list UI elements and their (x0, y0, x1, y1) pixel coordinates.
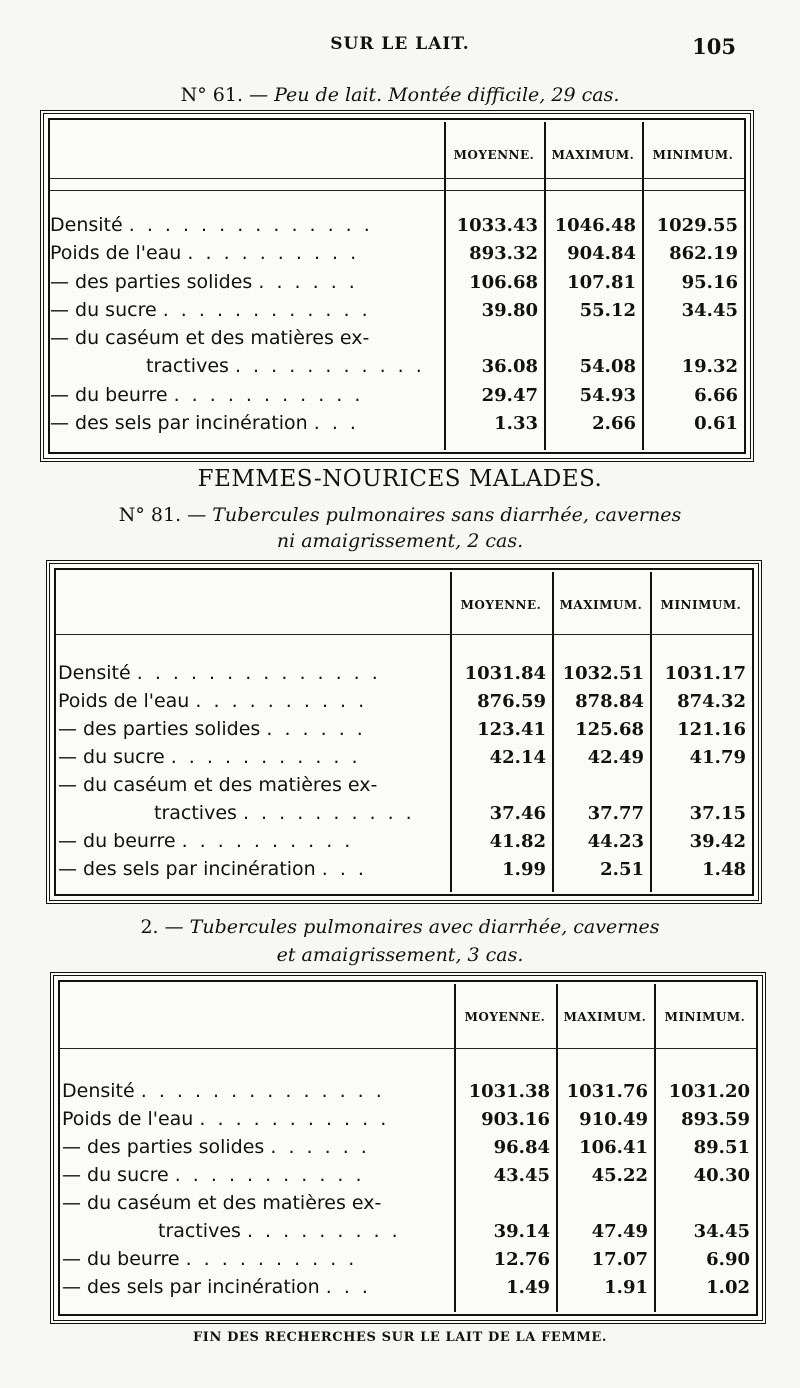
leader-dots: . . . . . . . . . . (187, 242, 360, 264)
leader-dots: . . . . . . . . . . . (234, 355, 425, 377)
table-caption (0, 84, 800, 106)
table-cell: 55.12 (579, 300, 636, 321)
table-cell: 125.68 (575, 719, 644, 740)
row-label (50, 299, 371, 321)
table-cell: 89.51 (693, 1137, 750, 1158)
running-head (0, 34, 800, 62)
table-caption (0, 916, 800, 938)
row-label (58, 830, 353, 852)
row-label-text: tractives (146, 355, 229, 377)
header-rule (50, 190, 744, 191)
leader-dots: . . . . . . (258, 271, 358, 293)
column-header: MAXIMUM. (559, 598, 643, 612)
table-cell: 1031.84 (464, 663, 546, 684)
leader-dots: . . . . . . . . . . . (174, 1164, 365, 1186)
leader-dots: . . . . . . . . . (246, 1220, 401, 1242)
row-label (50, 384, 363, 406)
table-cell: 34.45 (693, 1221, 750, 1242)
leader-dots: . . . (321, 858, 367, 880)
table-cell: 107.81 (567, 272, 636, 293)
column-header: MAXIMUM. (551, 148, 635, 162)
row-label (50, 214, 373, 236)
row-label (50, 412, 359, 434)
column-header: MAXIMUM. (563, 1010, 647, 1024)
caption-text: — Tubercules pulmonaires avec diarrhée, cavernes (164, 916, 660, 938)
row-label-text: — du caséum et des matières ex- (50, 327, 370, 349)
table-cell: 42.14 (489, 747, 546, 768)
leader-dots: . . . (313, 412, 359, 434)
leader-dots: . . . . . . . . . . . (173, 384, 364, 406)
section-heading: FEMMES-NOURICES MALADES. (197, 466, 603, 492)
table-cell: 37.15 (689, 803, 746, 824)
row-label-text: — des parties solides (58, 718, 261, 740)
caption-number: N° 61. (180, 84, 244, 106)
row-label (58, 746, 361, 768)
row-label (62, 1276, 371, 1298)
column-header: MOYENNE. (460, 598, 542, 612)
table-cell: 862.19 (669, 243, 738, 264)
row-label-text: Densité (58, 662, 131, 684)
row-label (58, 662, 381, 684)
header-rule (60, 1048, 756, 1049)
table-cell: 44.23 (587, 831, 644, 852)
table-cell: 39.42 (689, 831, 746, 852)
leader-dots: . . . . . . . . . . (181, 830, 354, 852)
table-cell: 1.48 (702, 859, 746, 880)
leader-dots: . . . . . . (266, 718, 366, 740)
row-label (58, 690, 367, 712)
row-label-text: — des sels par incinération (62, 1276, 320, 1298)
table-cell: 1.49 (506, 1277, 550, 1298)
leader-dots: . . . . . . . . . . (242, 802, 415, 824)
row-label-text: — du sucre (58, 746, 165, 768)
table-cell: 893.59 (681, 1109, 750, 1130)
table-cell: 1.02 (706, 1277, 750, 1298)
leader-dots: . . . . . . . . . . . (199, 1108, 390, 1130)
caption-text: — Tubercules pulmonaires sans diarrhée, cavernes (187, 504, 682, 526)
table-cell: 106.68 (469, 272, 538, 293)
table-cell: 121.16 (677, 719, 746, 740)
table-cell: 874.32 (677, 691, 746, 712)
row-label-text: — des parties solides (50, 271, 253, 293)
column-header: MOYENNE. (464, 1010, 546, 1024)
table-cell: 47.49 (591, 1221, 648, 1242)
row-label (146, 355, 425, 377)
row-label-text: — du beurre (58, 830, 176, 852)
row-label-text: — du sucre (62, 1164, 169, 1186)
column-header: MINIMUM. (664, 1010, 746, 1024)
caption-number: 2. (140, 916, 159, 938)
table-caption (0, 504, 800, 526)
table-cell: 1.99 (502, 859, 546, 880)
table-cell: 0.61 (694, 413, 738, 434)
row-label-text: — des sels par incinération (50, 412, 308, 434)
table-cell: 96.84 (493, 1137, 550, 1158)
footer-note: FIN DES RECHERCHES SUR LE LAIT DE LA FEMME. (192, 1330, 608, 1345)
leader-dots: . . . . . . . . . . . (170, 746, 361, 768)
leader-dots: . . . . . . . . . . . . (162, 299, 371, 321)
table-cell: 34.45 (681, 300, 738, 321)
table-cell: 1.33 (494, 413, 538, 434)
row-label-text: — des parties solides (62, 1136, 265, 1158)
leader-dots: . . . . . . . . . . . . . . (140, 1080, 385, 1102)
page-number: 105 (692, 34, 736, 59)
table-cell: 39.14 (493, 1221, 550, 1242)
row-label-text: tractives (158, 1220, 241, 1242)
row-label (50, 271, 358, 293)
table-cell: 1032.51 (562, 663, 644, 684)
table-cell: 1031.76 (566, 1081, 648, 1102)
row-label (62, 1108, 389, 1130)
data-table (46, 560, 762, 904)
table-cell: 1.91 (604, 1277, 648, 1298)
leader-dots: . . . (325, 1276, 371, 1298)
table-cell: 19.32 (681, 356, 738, 377)
table-cell: 29.47 (481, 385, 538, 406)
table-cell: 42.49 (587, 747, 644, 768)
table-cell: 903.16 (481, 1109, 550, 1130)
table-caption-line2: et amaigrissement, 3 cas. (276, 944, 524, 966)
row-label (50, 242, 359, 264)
table-cell: 1031.20 (668, 1081, 750, 1102)
data-table (50, 972, 766, 1324)
row-label (58, 718, 366, 740)
table-cell: 878.84 (575, 691, 644, 712)
header-rule (56, 634, 752, 635)
table-cell: 43.45 (493, 1165, 550, 1186)
caption-number: N° 81. (118, 504, 182, 526)
row-label-text: tractives (154, 802, 237, 824)
row-label-text: Poids de l'eau (58, 690, 190, 712)
table-cell: 876.59 (477, 691, 546, 712)
row-label (50, 327, 369, 349)
table-cell: 39.80 (481, 300, 538, 321)
table-cell: 6.90 (706, 1249, 750, 1270)
row-label-text: — du beurre (62, 1248, 180, 1270)
table-cell: 17.07 (591, 1249, 648, 1270)
table-cell: 1031.38 (468, 1081, 550, 1102)
leader-dots: . . . . . . . . . . (185, 1248, 358, 1270)
column-header: MINIMUM. (652, 148, 734, 162)
row-label-text: — du sucre (50, 299, 157, 321)
table-cell: 12.76 (493, 1249, 550, 1270)
column-header: MINIMUM. (660, 598, 742, 612)
table-caption-line2: ni amaigrissement, 2 cas. (276, 530, 524, 552)
leader-dots: . . . . . . . . . . . . . . (128, 214, 373, 236)
row-label (62, 1192, 381, 1214)
row-label-text: — du caséum et des matières ex- (58, 774, 378, 796)
row-label-text: Densité (50, 214, 123, 236)
table-cell: 40.30 (693, 1165, 750, 1186)
table-cell: 37.46 (489, 803, 546, 824)
table-cell: 45.22 (591, 1165, 648, 1186)
table-cell: 1033.43 (456, 215, 538, 236)
table-cell: 910.49 (579, 1109, 648, 1130)
leader-dots: . . . . . . . . . . . . . . (136, 662, 381, 684)
row-label-text: Poids de l'eau (62, 1108, 194, 1130)
row-label-text: — des sels par incinération (58, 858, 316, 880)
row-label-text: Poids de l'eau (50, 242, 182, 264)
table-cell: 106.41 (579, 1137, 648, 1158)
row-label (62, 1164, 365, 1186)
table-cell: 37.77 (587, 803, 644, 824)
row-label-text: — du caséum et des matières ex- (62, 1192, 382, 1214)
table-cell: 1046.48 (554, 215, 636, 236)
row-label (158, 1220, 401, 1242)
table-cell: 1031.17 (664, 663, 746, 684)
table-cell: 54.08 (579, 356, 636, 377)
table-cell: 2.66 (592, 413, 636, 434)
column-header: MOYENNE. (453, 148, 535, 162)
table-cell: 893.32 (469, 243, 538, 264)
caption-text: — Peu de lait. Montée difficile, 29 cas. (249, 84, 620, 106)
row-label (62, 1248, 357, 1270)
data-table (40, 110, 754, 462)
row-label (62, 1136, 370, 1158)
table-cell: 2.51 (600, 859, 644, 880)
header-rule (50, 178, 744, 179)
row-label (62, 1080, 385, 1102)
row-label (154, 802, 415, 824)
row-label (58, 774, 377, 796)
table-cell: 95.16 (681, 272, 738, 293)
table-cell: 54.93 (579, 385, 636, 406)
table-cell: 36.08 (481, 356, 538, 377)
row-label-text: — du beurre (50, 384, 168, 406)
row-label-text: Densité (62, 1080, 135, 1102)
table-cell: 41.79 (689, 747, 746, 768)
running-title: SUR LE LAIT. (330, 34, 470, 54)
row-label (58, 858, 367, 880)
table-cell: 6.66 (694, 385, 738, 406)
table-cell: 123.41 (477, 719, 546, 740)
leader-dots: . . . . . . . . . . (195, 690, 368, 712)
leader-dots: . . . . . . (270, 1136, 370, 1158)
table-cell: 1029.55 (656, 215, 738, 236)
table-cell: 904.84 (567, 243, 636, 264)
table-cell: 41.82 (489, 831, 546, 852)
